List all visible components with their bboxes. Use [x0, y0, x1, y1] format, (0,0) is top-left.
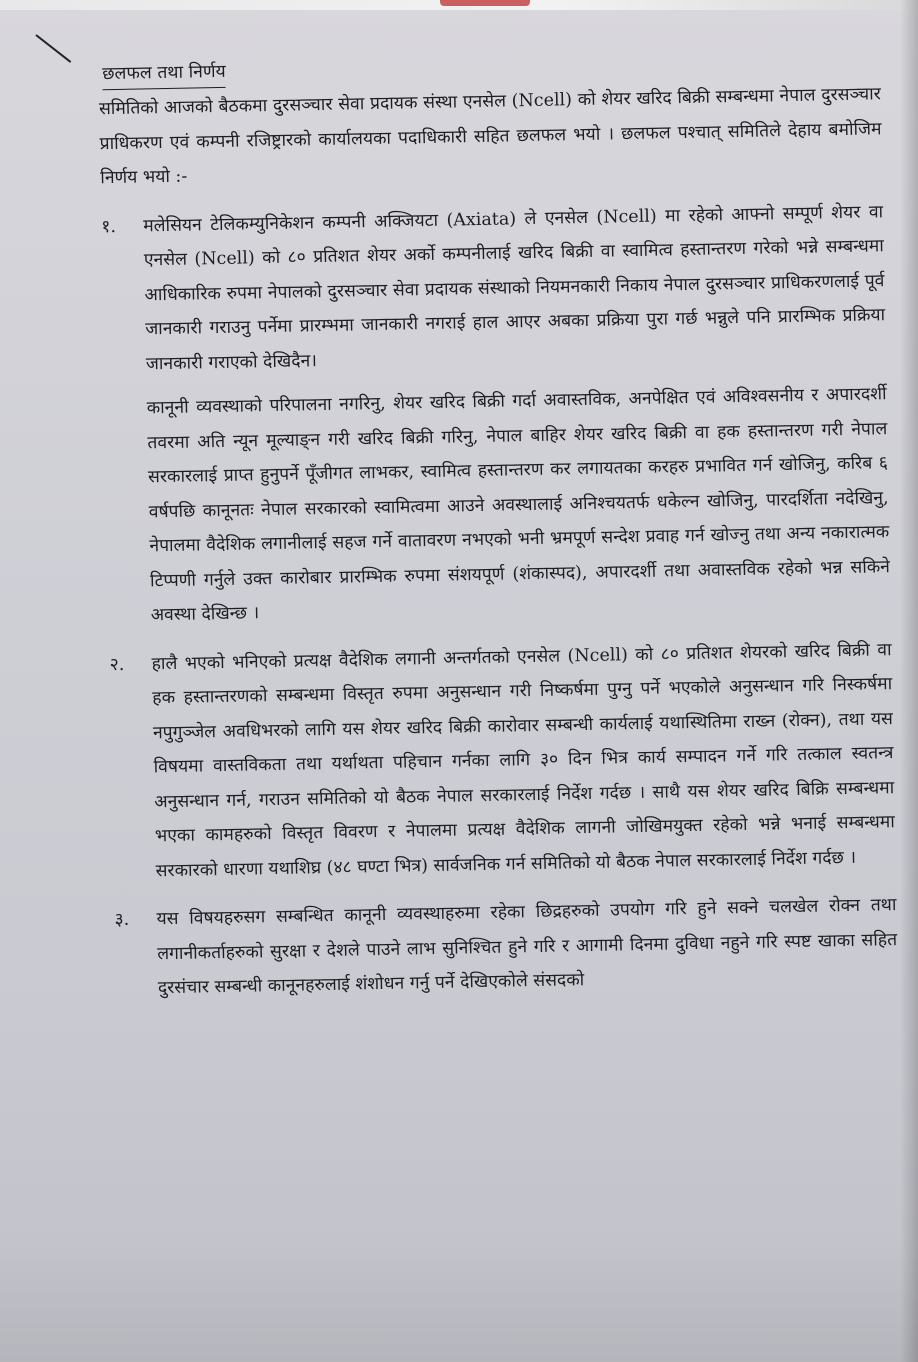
top-edge-strip	[0, 0, 918, 10]
decision-item-2	[71, 633, 895, 890]
intro-paragraph: समितिको आजको बैठकमा दुरसञ्चार सेवा प्रदायक संस्था एनसेल (Ncell) को शेयर खरिद बिक्री सम्बन्धमा नेपाल दुरसञ्चार प्राधिकरण एवं कम्पनी रजिष्ट्रारको कार्यालयका पदाधिकारी सहित छलफल भयो । छलफल पश्चात् समितिले देहाय बमोजिम निर्णय भयो :-	[98, 84, 882, 189]
document-body	[60, 42, 898, 1021]
item-number: २.	[109, 654, 125, 675]
item-number: ३.	[114, 909, 130, 931]
item-text: मलेसियन टेलिकम्युनिकेशन कम्पनी अक्जियटा (Axiata) ले एनसेल (Ncell) मा रहेको आफ्नो सम्पूर्ण शेयर वा एनसेल (Ncell) को ८० प्रतिशत शेयर अर्को कम्पनीलाई खरिद बिक्री वा स्वामित्व हस्तान्तरण गरेको भन्ने सम्बन्धमा आधिकारिक रुपमा नेपालको दुरसञ्चार सेवा प्रदायक संस्थाको नियमनकारी निकाय नेपाल दुरसञ्चार प्राधिकरणलाई पूर्व जानकारी गराउनु पर्नेमा प्रारम्भमा जानकारी नगराई हाल आएर अबका प्रक्रिया पुरा गर्छ भन्नुले पनि प्रारम्भिक प्रक्रिया जानकारी गराएको देखिदैन।	[143, 201, 886, 374]
decision-item-1	[63, 195, 891, 635]
page-bottom-shade	[0, 1242, 918, 1362]
item-text-continued: कानूनी व्यवस्थाको परिपालना नगरिनु, शेयर खरिद बिक्री गर्दा अवास्तविक, अनपेक्षित एवं अविश्वसनीय र अपारदर्शी तवरमा अति न्यून मूल्याङ्न गरी खरिद बिक्री गरिनु, नेपाल बाहिर शेयर खरिद बिक्री वा हक हस्तान्तरण गरी नेपाल सरकारलाई प्राप्त हुनुपर्ने पूँजीगत लाभकर, स्वामित्व हस्तान्तरण कर लगायतका करहरु प्रभावित गर्न खोजिनु, करिब ६ वर्षपछि कानूनतः नेपाल सरकारको स्वामित्वमा आउने अवस्थालाई अनिश्चयतर्फ धकेल्न खोजिनु, पारदर्शिता नदेखिनु, नेपालमा वैदेशिक लगानीलाई सहज गर्ने वातावरण नभएको भनी भ्रमपूर्ण सन्देश प्रवाह गर्न खोज्नु तथा अन्य नकारात्मक टिप्पणी गर्नुले उक्त कारोबार प्रारम्भिक रुपमा संशयपूर्ण (शंकास्पद), अपारदर्शी तथा अवास्तविक रहेको भन्न सकिने अवस्था देखिन्छ ।	[146, 384, 891, 626]
page-shadow	[900, 0, 918, 1362]
item-text: यस विषयहरुसग सम्बन्धित कानूनी व्यवस्थाहरुमा रहेका छिद्रहरुको उपयोग गरि हुने सक्ने चलखेल रोक्न तथा लगानीकर्ताहरुको सुरक्षा र देशले पाउने लाभ सुनिश्चित हुने गरि र आगामी दिनमा दुविधा नहुने गरि स्पष्ट खाका सहित दुरसंचार सम्बन्धी कानूनहरुलाई शंशोधन गर्नु पर्ने देखिएकोले संसदको	[156, 895, 898, 999]
section-heading: छलफल तथा निर्णय	[102, 58, 226, 90]
item-number: १.	[101, 216, 117, 237]
decision-item-3	[76, 888, 898, 1007]
red-mark-fragment	[440, 0, 530, 6]
item-text: हालै भएको भनिएको प्रत्यक्ष वैदेशिक लगानी अन्तर्गतको एनसेल (Ncell) को ८० प्रतिशत शेयरको खरिद बिक्री वा हक हस्तान्तरणको सम्बन्धमा विस्तृत रुपमा अनुसन्धान गरी निष्कर्षमा पुग्नु पर्ने भएकोले अनुसन्धान गरि निस्कर्षमा नपुगुञ्जेल अवधिभरको लागि यस शेयर खरिद बिक्री कारोवार सम्बन्धी कार्यलाई यथास्थितिमा राख्न (रोक्न), तथा यस विषयमा वास्तविकता तथा यर्थाथता पहिचान गर्नका लागि ३० दिन भित्र कार्य सम्पादन गर्ने गरि तत्काल स्वतन्त्र अनुसन्धान गर्न, गराउन समितिको यो बैठक नेपाल सरकारलाई निर्देश गर्दछ । साथै यस शेयर खरिद बिक्रि सम्बन्धमा भएका कामहरुको विस्तृत विवरण र नेपालमा प्रत्यक्ष वैदेशिक लागनी जोखिमयुक्त रहेको भन्ने भनाई सम्बन्धमा सरकारको धारणा यथाशिघ्र (४८ घण्टा भित्र) सार्वजनिक गर्न समितिको यो बैठक नेपाल सरकारलाई निर्देश गर्दछ ।	[151, 639, 896, 881]
